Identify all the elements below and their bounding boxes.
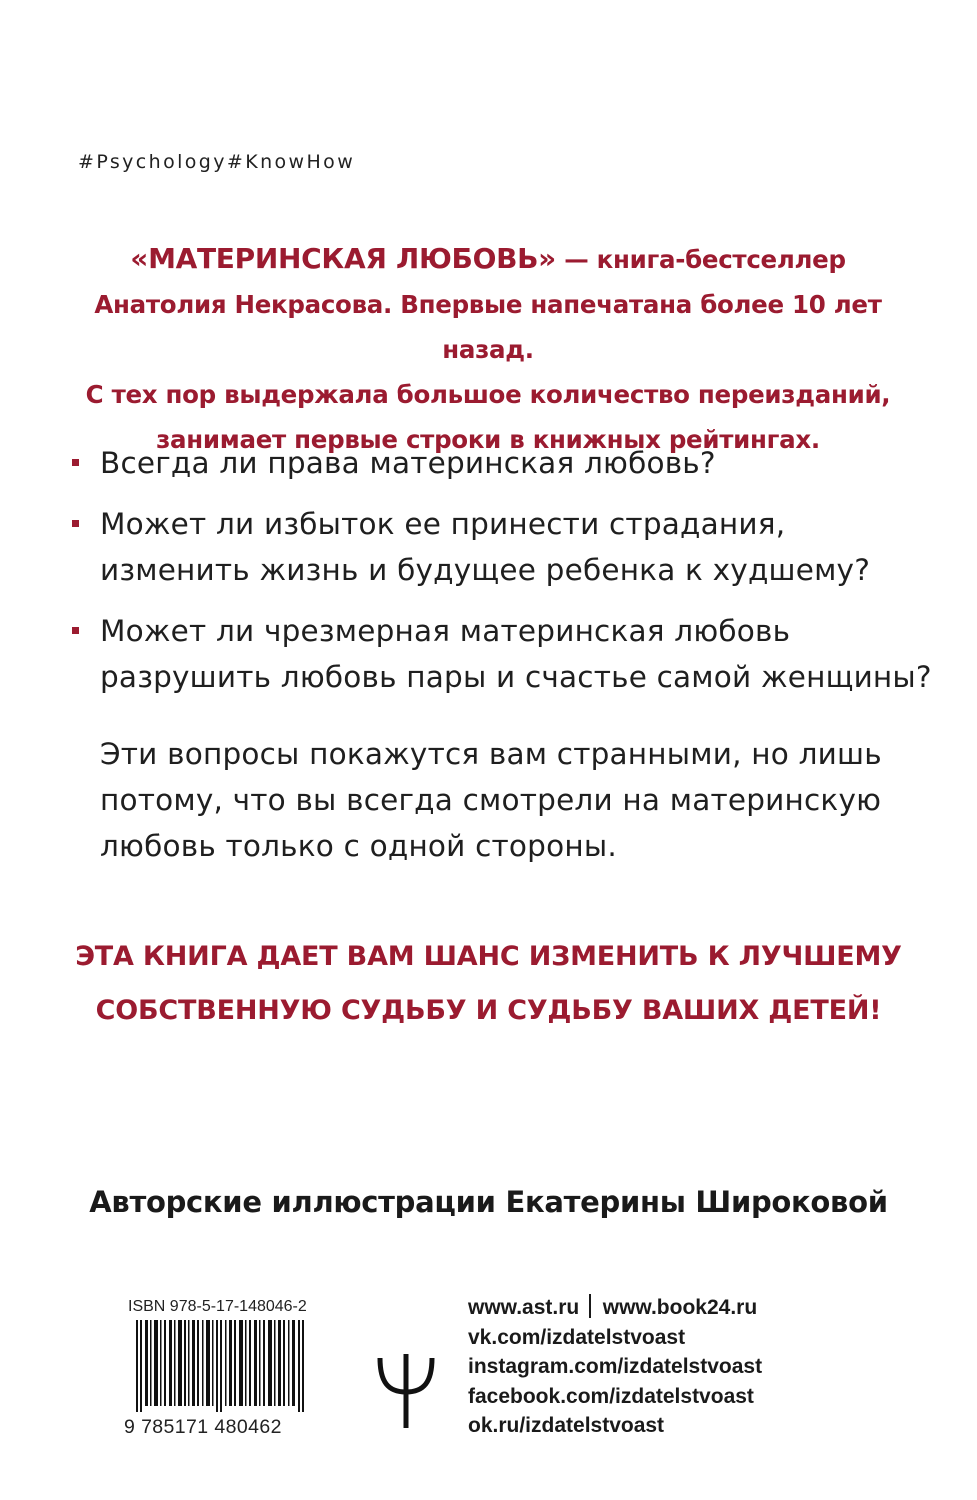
barcode-icon bbox=[136, 1320, 308, 1412]
publisher-links bbox=[468, 1293, 762, 1441]
slogan: ЭТА КНИГА ДАЕТ ВАМ ШАНС ИЗМЕНИТЬ К ЛУЧШЕМУ СОБСТВЕННУЮ СУДЬБУ И СУДЬБУ ВАШИХ ДЕТЕЙ! bbox=[75, 941, 902, 1026]
illustrations-credit: Авторские иллюстрации Екатерины Широковой bbox=[89, 1185, 888, 1219]
intro-line-3: С тех пор выдержала большое количество переизданий, bbox=[85, 380, 891, 409]
websites-row bbox=[468, 1293, 762, 1323]
description-paragraph: Эти вопросы покажутся вам странными, но лишь потому, что вы всегда смотрели на материнскую любовь только с одной стороны. bbox=[100, 737, 882, 863]
bullet-icon bbox=[72, 627, 79, 634]
link-ast[interactable]: www.ast.ru bbox=[468, 1296, 580, 1319]
hashtags: #Psychology#KnowHow bbox=[78, 151, 356, 173]
separator bbox=[589, 1294, 591, 1318]
link-facebook[interactable]: facebook.com/izdatelstvoast bbox=[468, 1384, 754, 1408]
questions-list bbox=[70, 440, 950, 715]
intro-block bbox=[60, 236, 916, 462]
publisher-logo-icon bbox=[374, 1352, 438, 1432]
isbn-label: ISBN 978-5-17-148046-2 bbox=[128, 1298, 307, 1315]
question-item: Может ли чрезмерная материнская любовь разрушить любовь пары и счастье самой женщины? bbox=[70, 608, 950, 700]
link-instagram[interactable]: instagram.com/izdatelstvoast bbox=[468, 1355, 763, 1378]
intro-line-4: занимает первые строки в книжных рейтингах. bbox=[156, 425, 820, 454]
ean-digits: 9 785171 480462 bbox=[124, 1416, 282, 1438]
link-vk[interactable]: vk.com/izdatelstvoast bbox=[468, 1325, 686, 1349]
bullet-icon bbox=[72, 520, 79, 527]
bullet-icon bbox=[72, 459, 79, 466]
link-ok[interactable]: ok.ru/izdatelstvoast bbox=[468, 1414, 665, 1437]
intro-line-1: «МАТЕРИНСКАЯ ЛЮБОВЬ» — книга-бестселлер bbox=[130, 242, 846, 275]
question-item: Всегда ли права материнская любовь? bbox=[70, 440, 950, 486]
link-book24[interactable]: www.book24.ru bbox=[602, 1296, 758, 1319]
book-title: «МАТЕРИНСКАЯ ЛЮБОВЬ» bbox=[130, 242, 556, 275]
intro-line-2: Анатолия Некрасова. Впервые напечатана более 10 лет назад. bbox=[94, 290, 882, 364]
question-item: Может ли избыток ее принести страдания, изменить жизнь и будущее ребенка к худшему? bbox=[70, 501, 950, 593]
